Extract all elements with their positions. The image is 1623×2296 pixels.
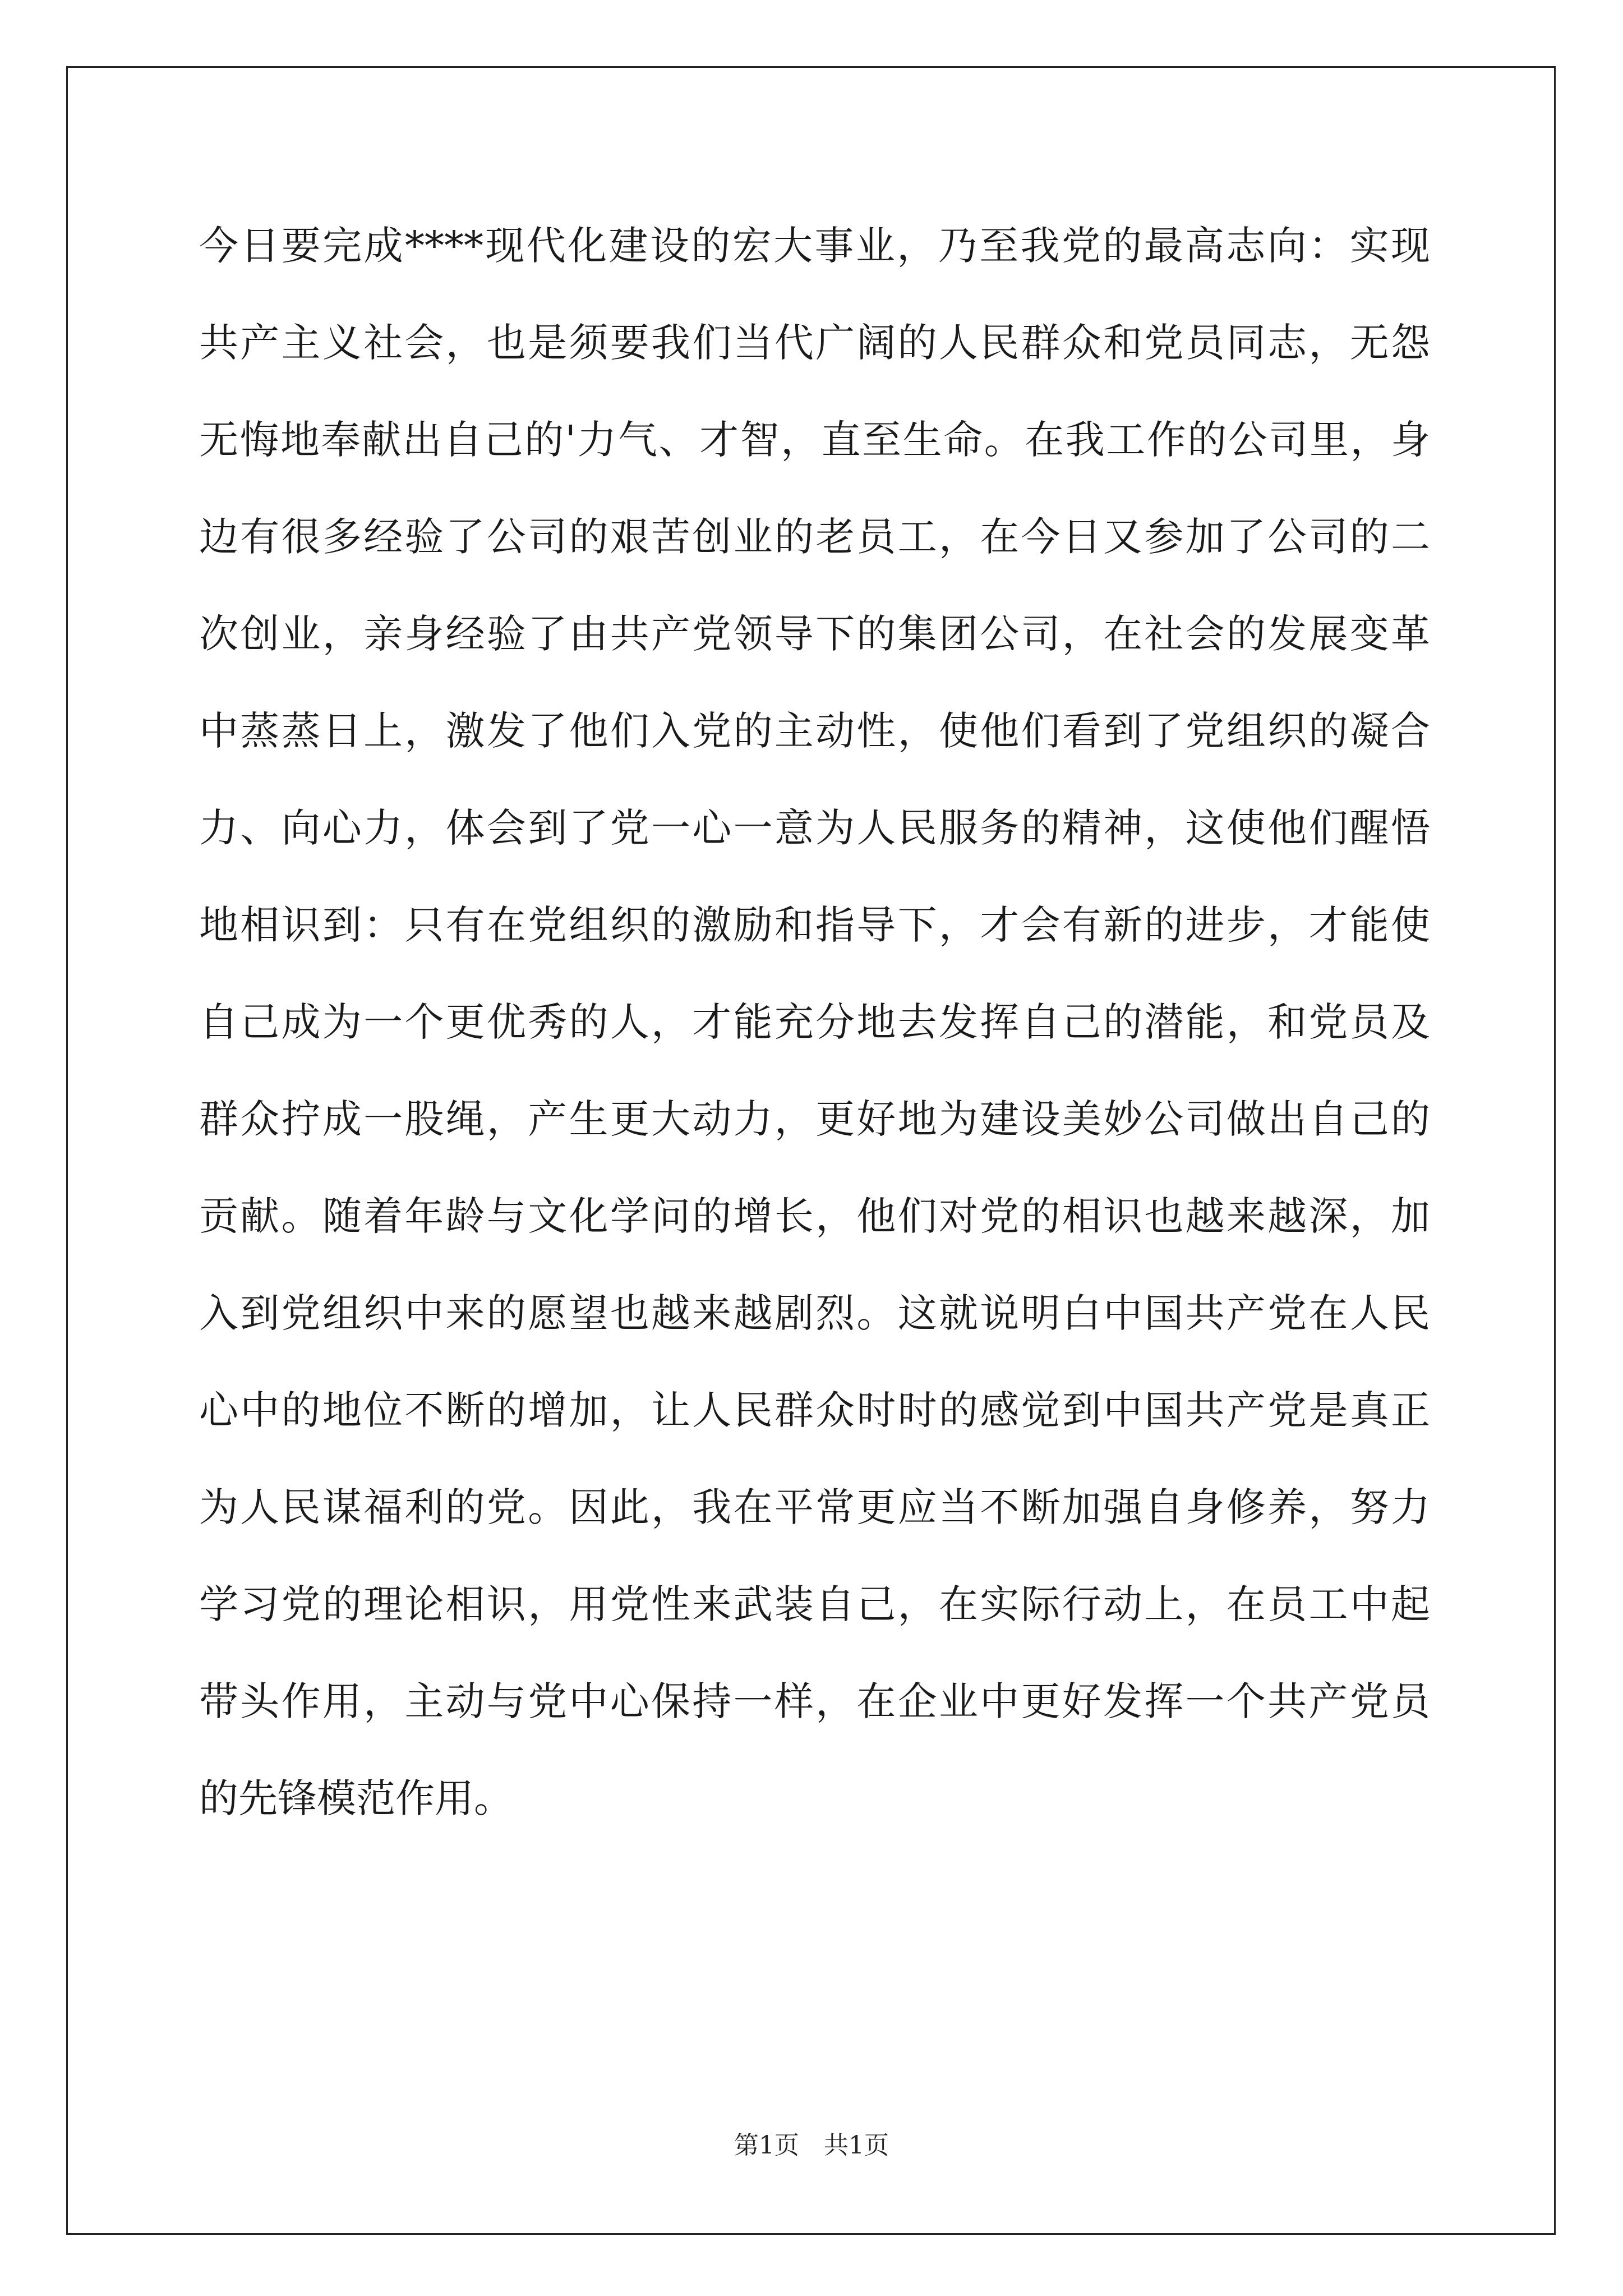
text-line: 共产主义社会，也是须要我们当代广阔的人民群众和党员同志，无怨 <box>199 320 1430 366</box>
text-line: 力、向心力，体会到了党一心一意为人民服务的精神，这使他们醒悟 <box>199 805 1430 851</box>
text-line: 为人民谋福利的党。因此，我在平常更应当不断加强自身修养，努力 <box>199 1484 1430 1530</box>
text-line: 次创业，亲身经验了由共产党领导下的集团公司，在社会的发展变革 <box>199 611 1430 657</box>
text-line: 边有很多经验了公司的艰苦创业的老员工，在今日又参加了公司的二 <box>199 514 1430 560</box>
text-line: 无悔地奉献出自己的'力气、才智，直至生命。在我工作的公司里，身 <box>199 417 1430 463</box>
document-body <box>199 197 1430 1847</box>
text-line: 心中的地位不断的增加，让人民群众时时的感觉到中国共产党是真正 <box>199 1387 1430 1433</box>
text-line: 带头作用，主动与党中心保持一样，在企业中更好发挥一个共产党员 <box>199 1678 1430 1724</box>
text-line-last: 的先锋模范作用。 <box>199 1775 513 1821</box>
text-line: 群众拧成一股绳，产生更大动力，更好地为建设美妙公司做出自己的 <box>199 1096 1430 1142</box>
text-line: 中蒸蒸日上，激发了他们入党的主动性，使他们看到了党组织的凝合 <box>199 708 1430 754</box>
text-line: 今日要完成****现代化建设的宏大事业，乃至我党的最高志向：实现 <box>199 223 1430 269</box>
text-line: 地相识到：只有在党组织的激励和指导下，才会有新的进步，才能使 <box>199 902 1430 948</box>
text-line: 自己成为一个更优秀的人，才能充分地去发挥自己的潜能，和党员及 <box>199 999 1430 1045</box>
text-line: 入到党组织中来的愿望也越来越剧烈。这就说明白中国共产党在人民 <box>199 1290 1430 1336</box>
page-number: 第1页 共1页 <box>734 2131 889 2160</box>
text-line: 贡献。随着年龄与文化学问的增长，他们对党的相识也越来越深，加 <box>199 1193 1430 1239</box>
text-line: 学习党的理论相识，用党性来武装自己，在实际行动上，在员工中起 <box>199 1581 1430 1627</box>
